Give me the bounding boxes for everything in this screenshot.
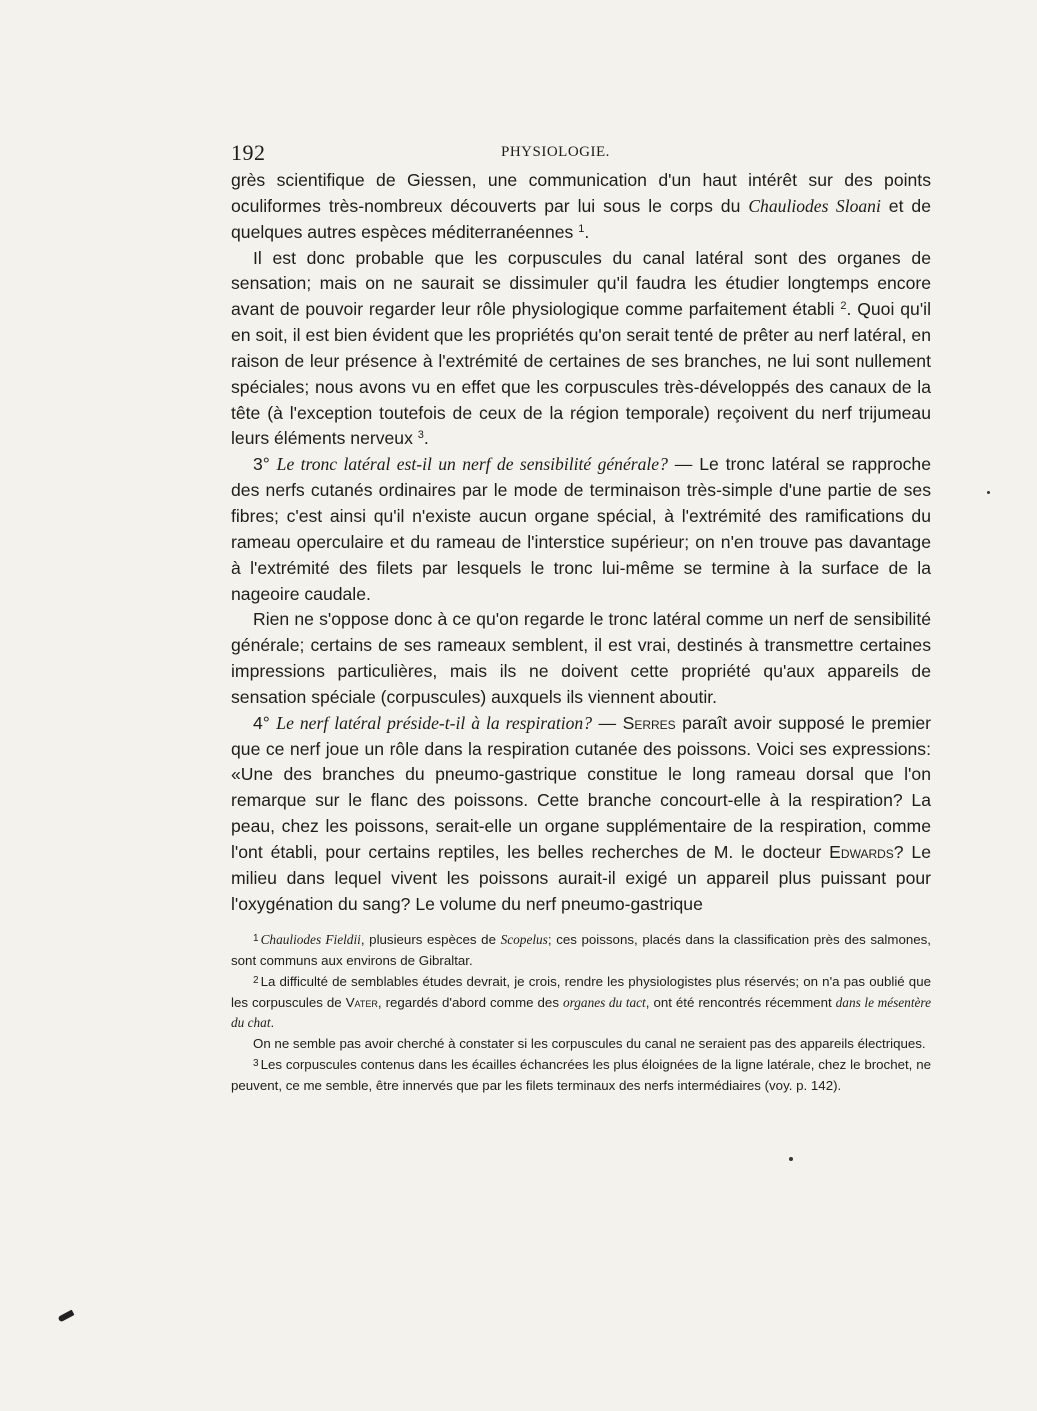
footnote-2: $^2$ La difficulté de semblables études devrait, je crois, rendre les physiologistes plus réservés; on n'a pas oublié que les corpuscules de Vater, regardés d'abord comme des organes du tact, ont été rencontrés récemment dans le mésentère du chat.	[231, 974, 931, 1030]
ink-speck	[789, 1157, 793, 1161]
footnote-ref: 2	[840, 300, 847, 313]
section-question: Le nerf latéral préside-t-il à la respiration?	[276, 712, 593, 733]
paragraph-5: 4° Le nerf latéral préside-t-il à la respiration? — Serres paraît avoir supposé le premier que ce nerf joue un rôle dans la respiration cutanée des poissons. Voici ses expressions: «Une des branches du pneumo-gastrique constitue le long rameau dorsal que l'on remarque sur le flanc des poissons. Cette branche concourt-elle à la respiration? La peau, chez les poissons, serait-elle un organe supplémentaire de la respiration, comme l'ont établi, pour certains reptiles, les belles recherches de M. le docteur Edwards? Le milieu dans lequel vivent les poissons aurait-il exigé un appareil plus puissant pour l'oxygénation du sang? Le volume du nerf pneumo-gastrique	[231, 712, 931, 914]
footnote-ref: 3	[417, 429, 424, 442]
author-name: Serres	[622, 712, 676, 733]
ink-smudge	[58, 1310, 75, 1323]
paragraph-4: Rien ne s'oppose donc à ce qu'on regarde le tronc latéral comme un nerf de sensibilité générale; certains de ses rameaux semblent, il est vrai, destinés à transmettre certaines impressions particulières, mais ils ne doivent cette propriété qu'aux appareils de sensation spéciale (corpuscules) auxquels ils viennent aboutir.	[231, 609, 931, 707]
body-text	[231, 168, 931, 917]
page-number: 192	[231, 140, 266, 165]
paragraph-1: grès scientifique de Giessen, une communication d'un haut intérêt sur des points oculiformes très-nombreux découverts par lui sous le corps du Chauliodes Sloani et de quelques autres espèces méditerranéennes $^1$.	[231, 170, 931, 242]
running-head: PHYSIOLOGIE.	[501, 144, 610, 160]
footnote-1: $^1$ Chauliodes Fieldii, plusieurs espèces de Scopelus; ces poissons, placés dans la classification près des salmones, sont communs aux environs de Gibraltar.	[231, 932, 931, 968]
species-name: Chauliodes Sloani	[748, 195, 881, 216]
author-name: Edwards	[829, 841, 894, 862]
footnotes	[231, 929, 931, 1096]
footnote-2-continued: On ne semble pas avoir cherché à constater si les corpuscules du canal ne seraient pas des appareils électriques.	[253, 1035, 926, 1051]
paragraph-3: 3° Le tronc latéral est-il un nerf de sensibilité générale? — Le tronc latéral se rapproche des nerfs cutanés ordinaires par le mode de terminaison très-simple d'une partie de ses fibres; c'est ainsi qu'il n'existe aucun organe spécial, à l'extrémité des ramifications du rameau operculaire et du rameau de l'interstice supérieur; on n'en trouve pas davantage à l'extrémité des filets par lesquels le tronc lui-même se termine à la surface de la nageoire caudale.	[231, 454, 931, 604]
footnote-ref: 1	[578, 222, 585, 235]
page-header	[231, 140, 931, 166]
paragraph-2: Il est donc probable que les corpuscules du canal latéral sont des organes de sensation; mais on ne saurait se dissimuler qu'il faudra les étudier longtemps encore avant de pouvoir regarder leur rôle physiologique comme parfaitement établi $^2$. Quoi qu'il en soit, il est bien évident que les propriétés qu'on serait tenté de prêter au nerf latéral, en raison de leur présence à l'extrémité de certaines de ses branches, ne lui sont nullement spéciales; nous avons vu en effet que les corpuscules très-développés des canaux de la tête (à l'exception toutefois de ceux de la région temporale) reçoivent du nerf trijumeau leurs éléments nerveux $^3$.	[231, 247, 931, 449]
ink-speck	[987, 491, 990, 494]
footnote-3: $^3$ Les corpuscules contenus dans les écailles échancrées les plus éloignées de la ligne latérale, chez le brochet, ne peuvent, ce me semble, être innervés que par les filets terminaux des nerfs intermédiaires (voy. p. 142).	[231, 1057, 931, 1093]
section-question: Le tronc latéral est-il un nerf de sensibilité générale?	[276, 454, 668, 475]
